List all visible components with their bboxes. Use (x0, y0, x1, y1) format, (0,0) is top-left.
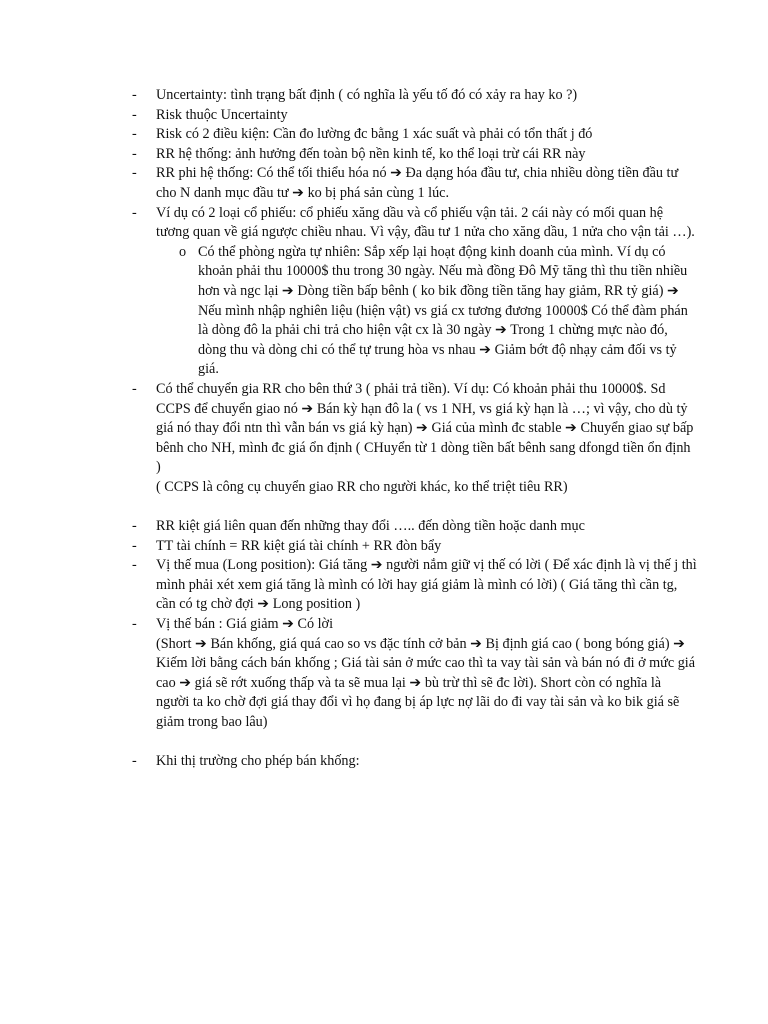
dash-bullet: - (132, 557, 137, 574)
dash-bullet: - (132, 126, 137, 143)
dash-bullet: - (132, 87, 137, 103)
list-item (132, 556, 697, 615)
list-item (132, 517, 697, 537)
list-item (132, 164, 697, 203)
circle-bullet: o (179, 243, 187, 260)
item-text: Vị thế mua (Long position): Giá tăng ➔ người nắm giữ vị thế có lời ( Để xác định là vị thế j thì mình phải xét xem giá tăng là mình có lời hay giá giảm là mình có lời) ( Giá tăng thì cần tg, cần có tg chờ đợi ➔ Long position ) (156, 557, 697, 613)
list-item (132, 125, 697, 145)
blank-line (132, 733, 697, 753)
list-item (132, 145, 697, 165)
item-text: RR kiệt giá liên quan đến những thay đổi ….. đến dòng tiền hoặc danh mục (156, 518, 585, 535)
dash-bullet: - (132, 518, 137, 535)
dash-bullet: - (132, 380, 137, 397)
sub-item-text: Có thể phòng ngừa tự nhiên: Sắp xếp lại hoạt động kinh doanh của mình. Ví dụ có khoản phải thu 10000$ thu trong 30 ngày. Nếu mà đồng Đô Mỹ tăng thì thu tiền nhiều hơn và ngc lại ➔ Dòng tiền bấp bênh ( ko bik đồng tiền tăng hay giảm, RR tỷ giá) ➔ Nếu mình nhập nghiên liệu (hiện vật) vs giá cx tương đương 10000$ Có thể đàm phán là dòng đô la phải chi trả cho hiện vật cx là 30 ngày ➔ Trong 1 chừng mực nào đó, dòng thu và dòng chi có thể tự trung hòa vs nhau ➔ Giảm bớt độ nhạy cảm đối vs tỷ giá. (198, 243, 688, 378)
blank-line (132, 497, 697, 517)
item-text: TT tài chính = RR kiệt giá tài chính + RR đòn bẩy (156, 537, 442, 554)
dash-bullet: - (132, 537, 137, 554)
notes-list (132, 86, 697, 772)
dash-bullet: - (132, 106, 137, 123)
list-item (132, 752, 697, 772)
item-text: Risk có 2 điều kiện: Cần đo lường đc bằng 1 xác suất và phải có tổn thất j đó (156, 126, 593, 143)
list-item (132, 380, 697, 498)
list-item (132, 106, 697, 126)
item-text: RR phi hệ thống: Có thể tối thiểu hóa nó ➔ Đa dạng hóa đầu tư, chia nhiều dòng tiền đầu tư cho N danh mục đầu tư ➔ ko bị phá sản cùng 1 lúc. (156, 165, 679, 201)
item-text: Vị thế bán : Giá giảm ➔ Có lời (156, 616, 334, 633)
item-text: RR hệ thống: ảnh hưởng đến toàn bộ nền kinh tế, ko thể loại trừ cái RR này (156, 145, 586, 162)
list-item (132, 615, 697, 733)
dash-bullet: - (132, 753, 137, 770)
item-text: Risk thuộc Uncertainty (156, 106, 288, 123)
item-continuation-text: ( CCPS là công cụ chuyển giao RR cho người khác, ko thể triệt tiêu RR) (156, 478, 568, 495)
list-item (132, 537, 697, 557)
dash-bullet: - (132, 616, 137, 633)
item-text: Uncertainty: tình trạng bất định ( có nghĩa là yếu tố đó có xảy ra hay ko ?) (156, 87, 578, 103)
item-text: Khi thị trường cho phép bán khống: (156, 753, 360, 770)
sub-list-item (132, 243, 697, 380)
dash-bullet: - (132, 204, 137, 221)
dash-bullet: - (132, 165, 137, 182)
item-continuation-text: (Short ➔ Bán khống, giá quá cao so vs đặc tính cở bản ➔ Bị định giá cao ( bong bóng giá) ➔ Kiếm lời bằng cách bán khống ; Giá tài sản ở mức cao thì ta vay tài sản và bán nó đi ở mức giá cao ➔ giá sẽ rớt xuống thấp và ta sẽ mua lại ➔ bù trừ thì sẽ đc lời). Short còn có nghĩa là người ta ko chờ đợi giá thay đổi vì họ đang bị áp lực nợ lãi do đi vay tài sản và ko bik giá sẽ giảm trong bao lâu) (156, 635, 696, 730)
list-item (132, 86, 697, 106)
list-item (132, 204, 697, 243)
item-text: Ví dụ có 2 loại cổ phiếu: cổ phiếu xăng dầu và cổ phiếu vận tải. 2 cái này có mối quan hệ tương quan về giá ngược chiều nhau. Vì vậy, đầu tư 1 nửa cho xăng dầu, 1 nửa cho vận tải …). (156, 204, 695, 241)
dash-bullet: - (132, 145, 137, 162)
item-text: Có thể chuyển gia RR cho bên thứ 3 ( phải trả tiền). Ví dụ: Có khoản phải thu 10000$. Sd CCPS để chuyển giao nó ➔ Bán kỳ hạn đô la ( vs 1 NH, vs giá kỳ hạn là …; vì vậy, cho dù tỷ giá nó thay đổi ntn thì vẫn bán vs giá kỳ hạn) ➔ Giá của mình đc stable ➔ Chuyển giao sự bấp bênh cho NH, mình đc giá ổn định ( CHuyển từ 1 dòng tiền bất bênh sang dfongd tiền ổn định ) (156, 380, 694, 476)
